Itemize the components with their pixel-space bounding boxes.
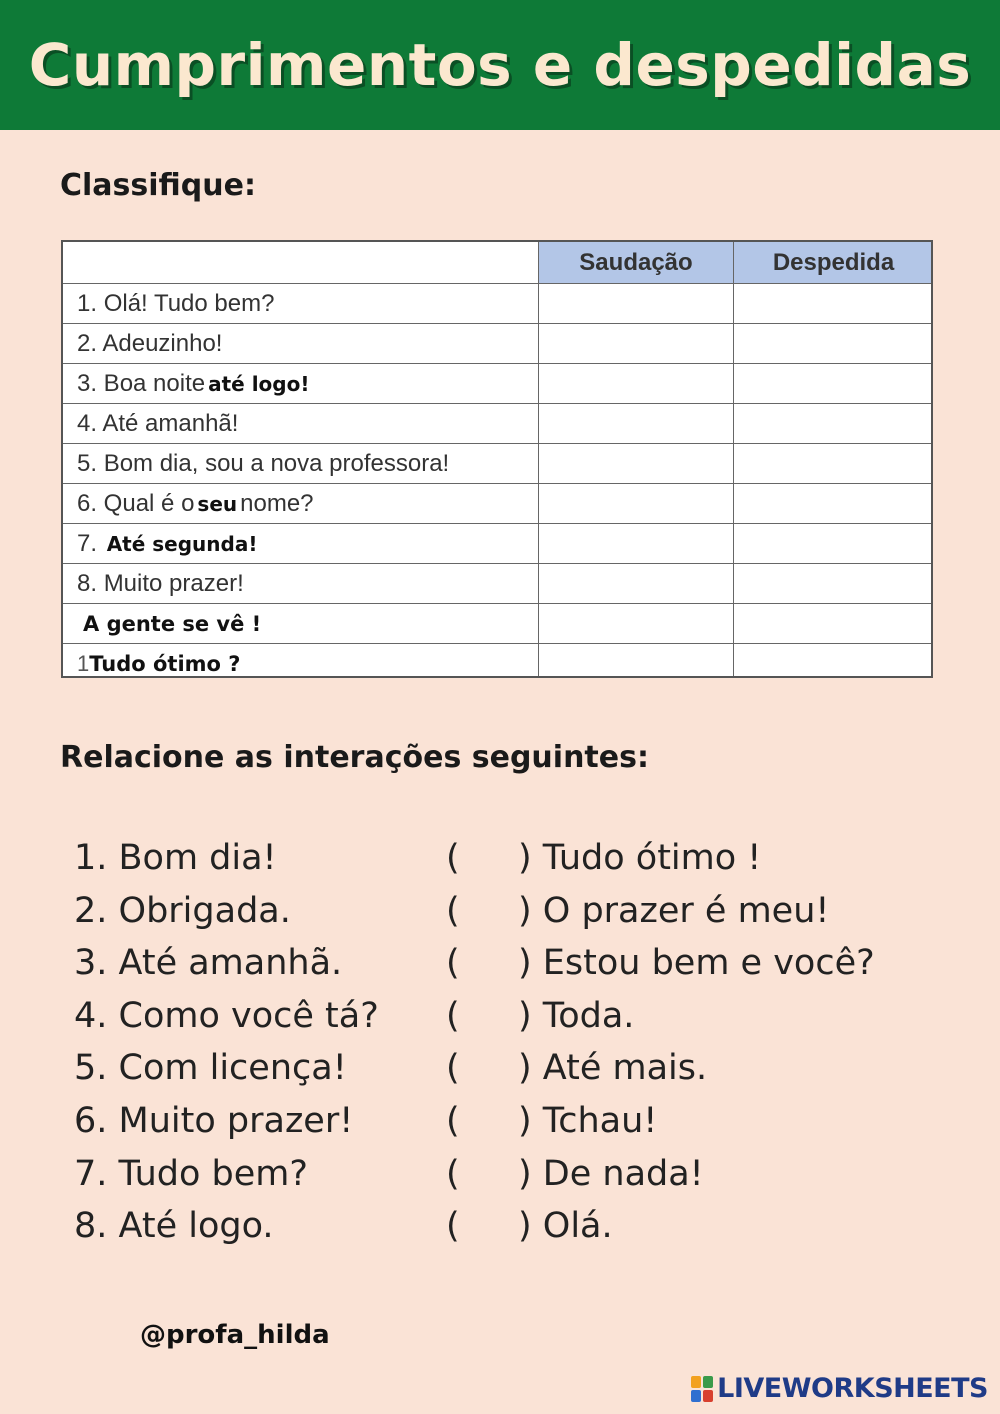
page-title: Cumprimentos e despedidas <box>28 31 972 99</box>
table-row <box>63 404 931 444</box>
match-right: ) De nada! <box>518 1153 704 1194</box>
table-row <box>63 564 931 604</box>
match-right: ) Olá. <box>518 1206 613 1247</box>
table-row <box>63 444 931 484</box>
despedida-cell[interactable] <box>734 364 933 403</box>
table-row <box>63 524 931 564</box>
despedida-cell[interactable] <box>734 564 933 603</box>
table-row <box>63 604 931 644</box>
answer-slot[interactable]: ( <box>446 1100 460 1141</box>
table-row <box>63 644 931 678</box>
row-label: 1. Olá! Tudo bem? <box>77 289 275 317</box>
row-label: 7. Até segunda! <box>77 530 260 558</box>
table-row <box>63 324 931 364</box>
saudacao-cell[interactable] <box>539 444 734 483</box>
match-left: 1. Bom dia! <box>74 838 277 878</box>
match-left: 6. Muito prazer! <box>74 1100 354 1141</box>
author-handle: @profa_hilda <box>140 1320 330 1350</box>
list-item <box>74 891 934 944</box>
list-item <box>74 996 934 1049</box>
classification-table <box>61 240 933 678</box>
despedida-cell[interactable] <box>734 324 933 363</box>
match-left: 2. Obrigada. <box>74 890 291 931</box>
match-right: ) Tudo ótimo ! <box>518 838 762 878</box>
despedida-cell[interactable] <box>734 604 933 643</box>
answer-slot[interactable]: ( <box>446 1048 460 1089</box>
match-right: ) Toda. <box>518 995 635 1036</box>
row-label: A gente se vê ! <box>83 611 262 636</box>
answer-slot[interactable]: ( <box>446 943 460 984</box>
match-left: 7. Tudo bem? <box>74 1153 308 1194</box>
saudacao-cell[interactable] <box>539 644 734 678</box>
list-item <box>74 943 934 996</box>
match-right: ) Tchau! <box>518 1100 658 1141</box>
overlay-text: Até segunda! <box>104 532 261 556</box>
despedida-cell[interactable] <box>734 404 933 443</box>
row-label: 5. Bom dia, sou a nova professora! <box>77 449 450 477</box>
table-header-saudacao: Saudação <box>539 242 734 283</box>
answer-slot[interactable]: ( <box>446 1153 460 1194</box>
list-item <box>74 838 934 891</box>
list-item <box>74 1206 934 1259</box>
table-row <box>63 484 931 524</box>
brand-logo[interactable] <box>691 1373 988 1404</box>
table-row <box>63 364 931 404</box>
saudacao-cell[interactable] <box>539 564 734 603</box>
table-header-row <box>63 242 931 284</box>
match-left: 3. Até amanhã. <box>74 943 343 984</box>
answer-slot[interactable]: ( <box>446 995 460 1036</box>
row-label: 4. Até amanhã! <box>77 409 239 437</box>
despedida-cell[interactable] <box>734 524 933 563</box>
despedida-cell[interactable] <box>734 284 933 323</box>
saudacao-cell[interactable] <box>539 364 734 403</box>
table-header-empty <box>63 242 539 283</box>
list-item <box>74 1048 934 1101</box>
saudacao-cell[interactable] <box>539 404 734 443</box>
row-label: 3. Boa noite até logo! <box>77 370 312 398</box>
saudacao-cell[interactable] <box>539 284 734 323</box>
header-banner <box>0 0 1000 130</box>
answer-slot[interactable]: ( <box>446 838 460 878</box>
list-item <box>74 1101 934 1154</box>
answer-slot[interactable]: ( <box>446 1206 460 1247</box>
match-right: ) Estou bem e você? <box>518 943 875 984</box>
brand-name: LIVEWORKSHEETS <box>717 1373 988 1404</box>
answer-slot[interactable]: ( <box>446 890 460 931</box>
row-label: 2. Adeuzinho! <box>77 329 223 357</box>
row-label: 1Tudo ótimo ? <box>77 651 241 676</box>
row-label: 6. Qual é o seu nome? <box>77 489 314 517</box>
row-label: 8. Muito prazer! <box>77 569 244 597</box>
saudacao-cell[interactable] <box>539 604 734 643</box>
despedida-cell[interactable] <box>734 444 933 483</box>
despedida-cell[interactable] <box>734 644 933 678</box>
matching-list <box>74 838 934 1259</box>
match-right: ) Até mais. <box>518 1048 708 1089</box>
liveworksheets-icon <box>691 1376 713 1402</box>
match-left: 4. Como você tá? <box>74 995 379 1036</box>
despedida-cell[interactable] <box>734 484 933 523</box>
overlay-text: até logo! <box>205 372 312 396</box>
overlay-text: seu <box>194 492 240 516</box>
match-right: ) O prazer é meu! <box>518 890 830 931</box>
saudacao-cell[interactable] <box>539 324 734 363</box>
table-header-despedida: Despedida <box>734 242 933 283</box>
list-item <box>74 1154 934 1207</box>
match-left: 5. Com licença! <box>74 1048 347 1089</box>
saudacao-cell[interactable] <box>539 524 734 563</box>
section-match-title: Relacione as interações seguintes: <box>60 740 649 775</box>
saudacao-cell[interactable] <box>539 484 734 523</box>
section-classify-title: Classifique: <box>60 168 256 203</box>
table-row <box>63 284 931 324</box>
match-left: 8. Até logo. <box>74 1206 274 1247</box>
